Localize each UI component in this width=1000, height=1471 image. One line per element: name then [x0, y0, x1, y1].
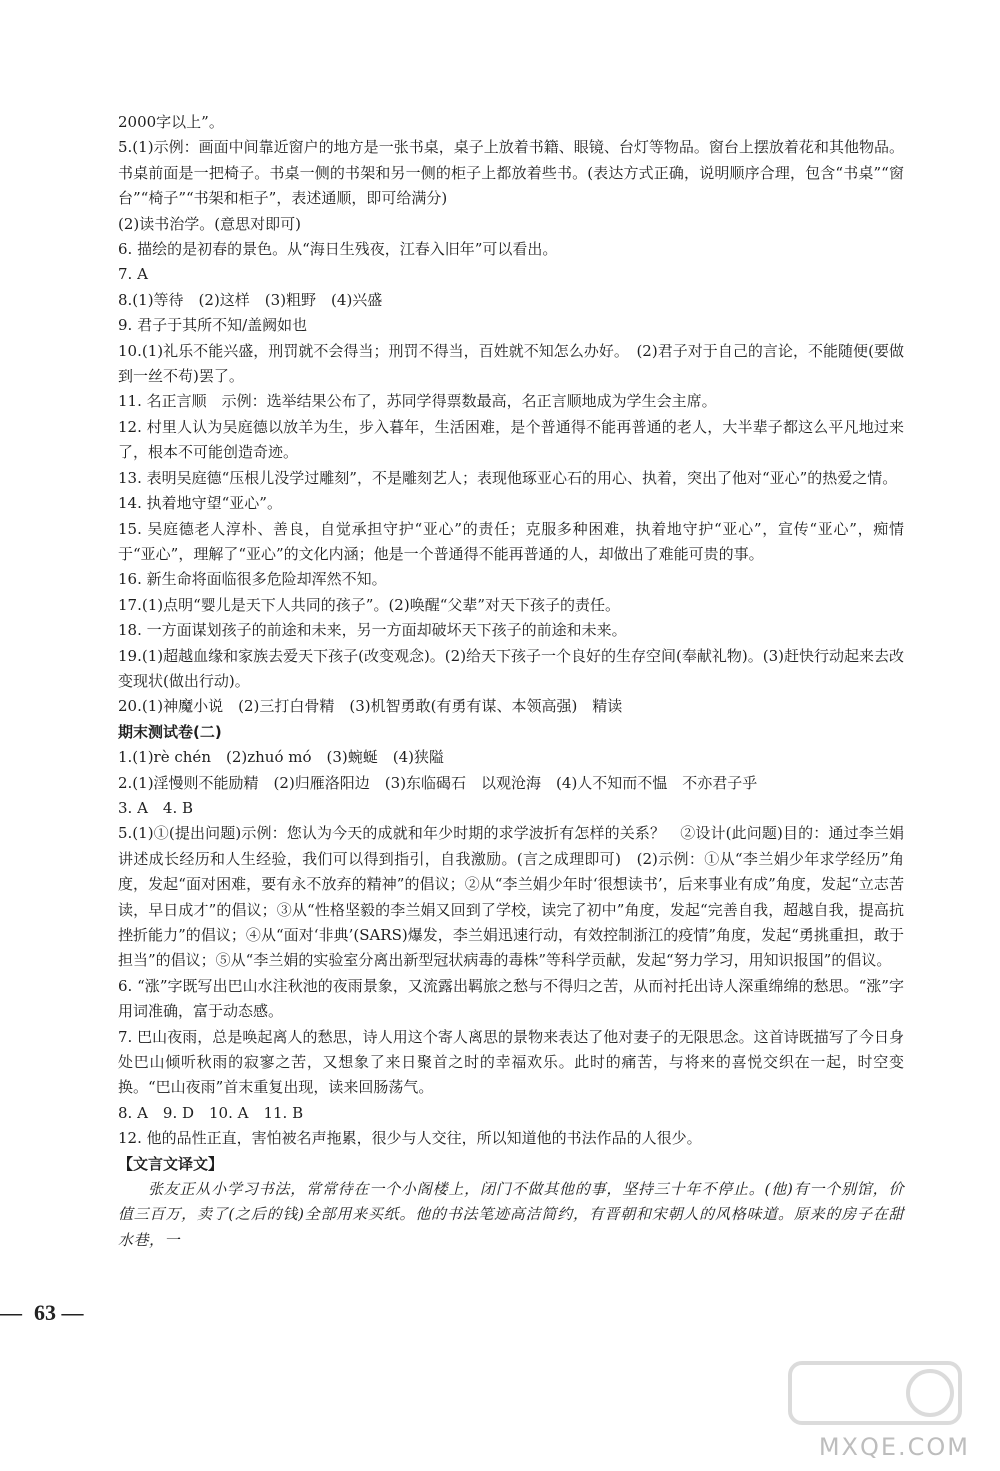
- answer-line: 3. A 4. B: [118, 798, 194, 817]
- answer-line: 12. 村里人认为吴庭德以放羊为生，步入暮年，生活困难，是个普通得不能再普通的老人，大半辈子都这么平凡地过来了，根本不可能创造奇迹。: [118, 417, 904, 462]
- answer-line: 11. 名正言顺 示例：选举结果公布了，苏同学得票数最高，名正言顺地成为学生会主席。: [118, 392, 717, 411]
- answer-line: 2000字以上”。: [118, 113, 224, 131]
- answer-line: 1.(1)rè chén (2)zhuó mó (3)蜿蜒 (4)狭隘: [118, 748, 444, 767]
- answer-line: 10.(1)礼乐不能兴盛，刑罚就不会得当；刑罚不得当，百姓就不知怎么办好。 (2)君子对于自己的言论，不能随便(要做到一丝不苟)罢了。: [118, 341, 904, 386]
- answer-line: 17.(1)点明“婴儿是天下人共同的孩子”。(2)唤醒“父辈”对天下孩子的责任。: [118, 595, 621, 614]
- translation-paragraph: 张友正从小学习书法，常常待在一个小阁楼上，闭门不做其他的事，坚持三十年不停止。(他)有一个别馆，价值三百万，卖了(之后的钱)全部用来买纸。他的书法笔迹高洁简约，有晋朝和宋朝人的风格味道。原来的房子在甜水巷，一: [118, 1180, 904, 1249]
- page-number-value: 63: [34, 1300, 56, 1325]
- answer-line: 13. 表明吴庭德“压根儿没学过雕刻”，不是雕刻艺人；表现他琢亚心石的用心、执着，突出了他对“亚心”的热爱之情。: [118, 468, 898, 487]
- answer-content: [118, 110, 904, 1253]
- answer-line: 9. 君子于其所不知/盖阙如也: [118, 316, 308, 335]
- answer-line: 15. 吴庭德老人淳朴、善良，自觉承担守护“亚心”的责任；克服多种困难，执着地守护“亚心”，宣传“亚心”，痴情于“亚心”，理解了“亚心”的文化内涵；他是一个普通得不能再普通的人，却做出了难能可贵的事。: [118, 519, 904, 563]
- answer-line: 7. A: [118, 265, 148, 284]
- page-number: [0, 1300, 84, 1326]
- answer-line: 20.(1)神魔小说 (2)三打白骨精 (3)机智勇敢(有勇有谋、本领高强) 精读: [118, 697, 623, 716]
- answer-line: 6. “涨”字既写出巴山水注秋池的夜雨景象，又流露出羁旅之愁与不得归之苦，从而衬托出诗人深重绵绵的愁思。“涨”字用词准确，富于动态感。: [118, 976, 904, 1021]
- answer-line: 18. 一方面谋划孩子的前途和未来，另一方面却破坏天下孩子的前途和未来。: [118, 621, 627, 640]
- answer-line: 6. 描绘的是初春的景色。从“海日生残夜，江春入旧年”可以看出。: [118, 240, 558, 259]
- page-number-dash: —: [0, 1300, 22, 1325]
- answer-line: 16. 新生命将面临很多危险却浑然不知。: [118, 570, 387, 589]
- answer-line: 5.(1)①(提出问题)示例：您认为今天的成就和年少时期的求学波折有怎样的关系？ ②设计(此问题)目的：通过李兰娟讲述成长经历和人生经验，我们可以得到指引，自我激励。(言之成理即可) (2)示例：①从“李兰娟少年求学经历”角度，发起“面对困难，要有永不放弃的精神”的倡议；②从“李兰娟少年时‘很想读书’，后来事业有成”角度，发起“立志苦读，早日成才”的倡议；③从“性格坚毅的李兰娟又回到了学校，读完了初中”角度，发起“完善自我，超越自我，提高抗挫折能力”的倡议；④从“面对‘非典’(SARS)爆发，李兰娟迅速行动，有效控制浙江的疫情”角度，发起“勇挑重担，敢于担当”的倡议；⑤从“李兰娟的实验室分离出新型冠状病毒的毒株”等科学贡献，发起“努力学习，用知识报国”的倡议。: [118, 824, 904, 970]
- watermark-text: MXQE.COM: [818, 1433, 970, 1461]
- answer-line: 5.(1)示例：画面中间靠近窗户的地方是一张书桌，桌子上放着书籍、眼镜、台灯等物品。窗台上摆放着花和其他物品。书桌前面是一把椅子。书桌一侧的书架和另一侧的柜子上都放着些书。(表达方式正确，说明顺序合理，包含“书桌”“窗台”“椅子”“书架和柜子”，表述通顺，即可给满分): [118, 138, 904, 208]
- translation-heading: 【文言文译文】: [118, 1154, 224, 1173]
- answer-line: 7. 巴山夜雨，总是唤起离人的愁思，诗人用这个寄人离思的景物来表达了他对妻子的无限思念。这首诗既描写了今日身处巴山倾听秋雨的寂寥之苦，又想象了来日聚首之时的幸福欢乐。此时的痛苦，与将来的喜悦交织在一起，时空变换。“巴山夜雨”首末重复出现，读来回肠荡气。: [118, 1027, 904, 1097]
- answer-line: 8.(1)等待 (2)这样 (3)粗野 (4)兴盛: [118, 290, 383, 309]
- answer-line: 8. A 9. D 10. A 11. B: [118, 1103, 304, 1122]
- section-title: 期末测试卷(二): [118, 722, 222, 741]
- page-number-dash: —: [56, 1300, 84, 1325]
- answer-line: 19.(1)超越血缘和家族去爱天下孩子(改变观念)。(2)给天下孩子一个良好的生存空间(奉献礼物)。(3)赶快行动起来去改变现状(做出行动)。: [118, 646, 905, 690]
- answer-line: (2)读书治学。(意思对即可): [118, 214, 301, 233]
- answer-line: 12. 他的品性正直，害怕被名声拖累，很少与人交往，所以知道他的书法作品的人很少。: [118, 1129, 702, 1148]
- answer-line: 14. 执着地守望“亚心”。: [118, 494, 282, 513]
- answer-line: 2.(1)淫慢则不能励精 (2)归雁洛阳边 (3)东临碣石 以观沧海 (4)人不知而不愠 不亦君子乎: [118, 773, 758, 792]
